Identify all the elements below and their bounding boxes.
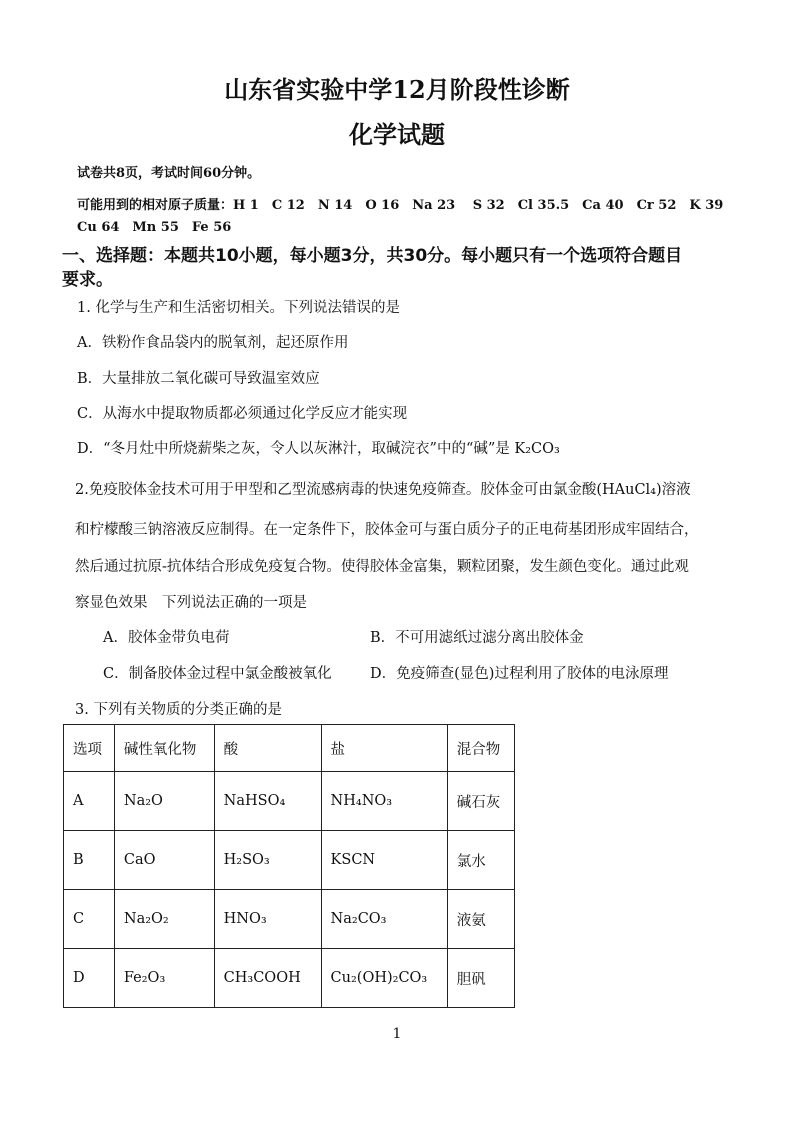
table-cell: Na₂O₂ (114, 890, 214, 949)
atomic-masses-line2: Cu 64 Mn 55 Fe 56 (77, 220, 232, 235)
q2-option-c: C．制备胶体金过程中氯金酸被氧化 (103, 666, 332, 682)
page-subtitle: 化学试题 (349, 120, 445, 149)
q2-option-a: A．胶体金带负电荷 (103, 630, 230, 646)
header-acid: 酸 (214, 725, 321, 772)
table-cell: 胆矾 (447, 949, 514, 1008)
table-cell: H₂SO₃ (214, 831, 321, 890)
atomic-masses-line1: 可能用到的相对原子质量：H 1 C 12 N 14 O 16 Na 23 S 32 Cl 35.5 Ca 40 Cr 52 K 39 (77, 198, 724, 213)
table-row (64, 831, 515, 890)
exam-info: 试卷共8页，考试时间60分钟。 (77, 166, 261, 181)
table-header-row (64, 725, 515, 772)
question-3-stem: 3. 下列有关物质的分类正确的是 (75, 702, 282, 718)
table-cell: CaO (114, 831, 214, 890)
section-heading: 一、选择题：本题共10小题，每小题3分，共30分。每小题只有一个选项符合题目 (62, 246, 683, 266)
table-cell: NH₄NO₃ (321, 772, 447, 831)
table-cell: Cu₂(OH)₂CO₃ (321, 949, 447, 1008)
q1-option-b: B．大量排放二氧化碳可导致温室效应 (77, 371, 320, 387)
table-row (64, 890, 515, 949)
header-salt: 盐 (321, 725, 447, 772)
table-cell: HNO₃ (214, 890, 321, 949)
page-number: 1 (392, 1026, 402, 1042)
table-cell: CH₃COOH (214, 949, 321, 1008)
table-cell: Na₂O (114, 772, 214, 831)
question-2-stem-line3: 然后通过抗原-抗体结合形成免疫复合物。使得胶体金富集，颗粒团聚，发生颜色变化。通过此观 (75, 559, 689, 575)
table-row (64, 772, 515, 831)
question-2-stem-line1: 2.免疫胶体金技术可用于甲型和乙型流感病毒的快速免疫筛查。胶体金可由氯金酸(HAuCl₄)溶液 (75, 482, 691, 498)
q2-option-d: D．免疫筛查(显色)过程利用了胶体的电泳原理 (370, 666, 669, 682)
table-cell: Fe₂O₃ (114, 949, 214, 1008)
q1-option-a: A．铁粉作食品袋内的脱氧剂，起还原作用 (77, 335, 349, 351)
page-title: 山东省实验中学12月阶段性诊断 (224, 75, 570, 104)
table-cell: 碱石灰 (447, 772, 514, 831)
q1-option-c: C．从海水中提取物质都必须通过化学反应才能实现 (77, 406, 408, 422)
header-basic-oxide: 碱性氧化物 (114, 725, 214, 772)
table-cell: D (64, 949, 115, 1008)
header-mixture: 混合物 (447, 725, 514, 772)
table-cell: A (64, 772, 115, 831)
table-cell: 氯水 (447, 831, 514, 890)
question-2-stem-line4: 察显色效果 下列说法正确的一项是 (75, 595, 307, 611)
table-cell: NaHSO₄ (214, 772, 321, 831)
table-cell: 液氨 (447, 890, 514, 949)
table-row (64, 949, 515, 1008)
question-1-stem: 1. 化学与生产和生活密切相关。下列说法错误的是 (77, 300, 400, 316)
q2-option-b: B．不可用滤纸过滤分离出胶体金 (370, 630, 584, 646)
question-2-stem-line2: 和柠檬酸三钠溶液反应制得。在一定条件下，胶体金可与蛋白质分子的正电荷基团形成牢固结合， (75, 522, 699, 538)
classification-table (63, 724, 515, 1008)
section-heading-cont: 要求。 (62, 270, 113, 290)
table-cell: B (64, 831, 115, 890)
q1-option-d: D．“冬月灶中所烧薪柴之灰，令人以灰淋汁，取碱浣衣”中的“碱”是 K₂CO₃ (77, 441, 560, 457)
header-option: 选项 (64, 725, 115, 772)
table-cell: Na₂CO₃ (321, 890, 447, 949)
table-cell: C (64, 890, 115, 949)
table-cell: KSCN (321, 831, 447, 890)
